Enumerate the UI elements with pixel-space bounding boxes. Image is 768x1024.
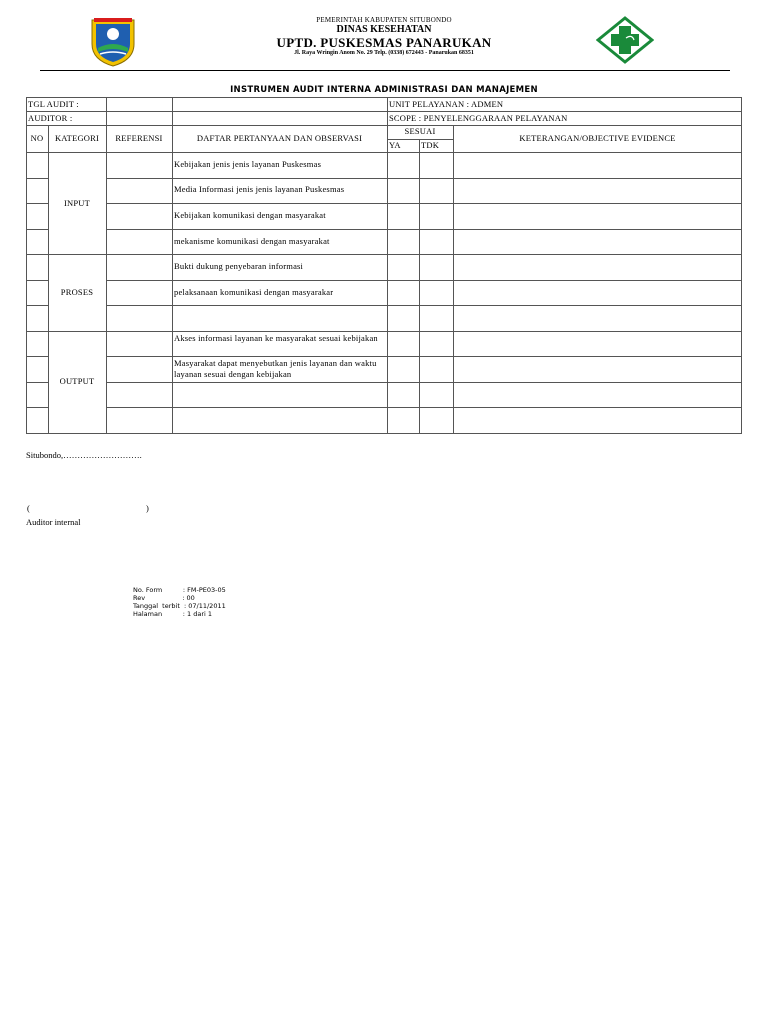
header-divider [40, 70, 730, 71]
question-2: Media Informasi jenis jenis layanan Puskesmas [174, 184, 345, 194]
category-proses: PROSES [60, 287, 94, 297]
category-output: OUTPUT [59, 376, 95, 386]
col-daftar: DAFTAR PERTANYAAN DAN OBSERVASI [196, 133, 363, 143]
col-keterangan: KETERANGAN/OBJECTIVE EVIDENCE [519, 133, 676, 143]
auditor-role: Auditor internal [26, 517, 81, 527]
auditor-label: AUDITOR : [28, 113, 73, 123]
question-4: mekanisme komunikasi dengan masyarakat [174, 236, 330, 246]
document-title: INSTRUMEN AUDIT INTERNA ADMINISTRASI DAN MANAJEMEN [230, 85, 538, 95]
question-5: Bukti dukung penyebaran informasi [174, 261, 304, 271]
signature-open-paren: ( [27, 503, 30, 513]
question-3: Kebijakan komunikasi dengan masyarakat [174, 210, 326, 220]
address: Jl. Raya Wringin Anom No. 29 Telp. (0338) 672443 - Panarukan 68351 [294, 50, 474, 56]
col-referensi: REFERENSI [115, 133, 163, 143]
signature-close-paren: ) [146, 503, 149, 513]
col-no: NO [30, 133, 44, 143]
category-input: INPUT [63, 198, 91, 208]
question-9: Masyarakat dapat menyebutkan jenis layanan dan waktu layanan sesuai dengan kebijakan [174, 358, 377, 379]
place-date: Situbondo,………………………. [26, 450, 142, 460]
office-name: DINAS KESEHATAN [336, 24, 432, 35]
unit-pelayanan-label: UNIT PELAYANAN : ADMEN [389, 99, 504, 109]
question-1: Kebijakan jenis jenis layanan Puskesmas [174, 159, 322, 169]
form-date: Tanggal terbit : 07/11/2011 [133, 602, 226, 610]
question-8: Akses informasi layanan ke masyarakat sesuai kebijakan [174, 333, 378, 343]
col-tdk: TDK [421, 140, 440, 150]
scope-label: SCOPE : PENYELENGGARAAN PELAYANAN [389, 113, 568, 123]
col-kategori: KATEGORI [54, 133, 100, 143]
form-number: No. Form : FM-PE03-05 [133, 586, 226, 594]
government-name: PEMERINTAH KABUPATEN SITUBONDO [316, 16, 452, 24]
question-6: pelaksanaan komunikasi dengan masyarakar [174, 287, 334, 297]
col-ya: YA [389, 140, 401, 150]
unit-name: UPTD. PUSKESMAS PANARUKAN [276, 35, 492, 50]
col-sesuai: SESUAI [404, 126, 436, 136]
tgl-audit-label: TGL AUDIT : [28, 99, 79, 109]
form-page: Halaman : 1 dari 1 [133, 610, 213, 618]
form-rev: Rev : 00 [133, 594, 195, 602]
